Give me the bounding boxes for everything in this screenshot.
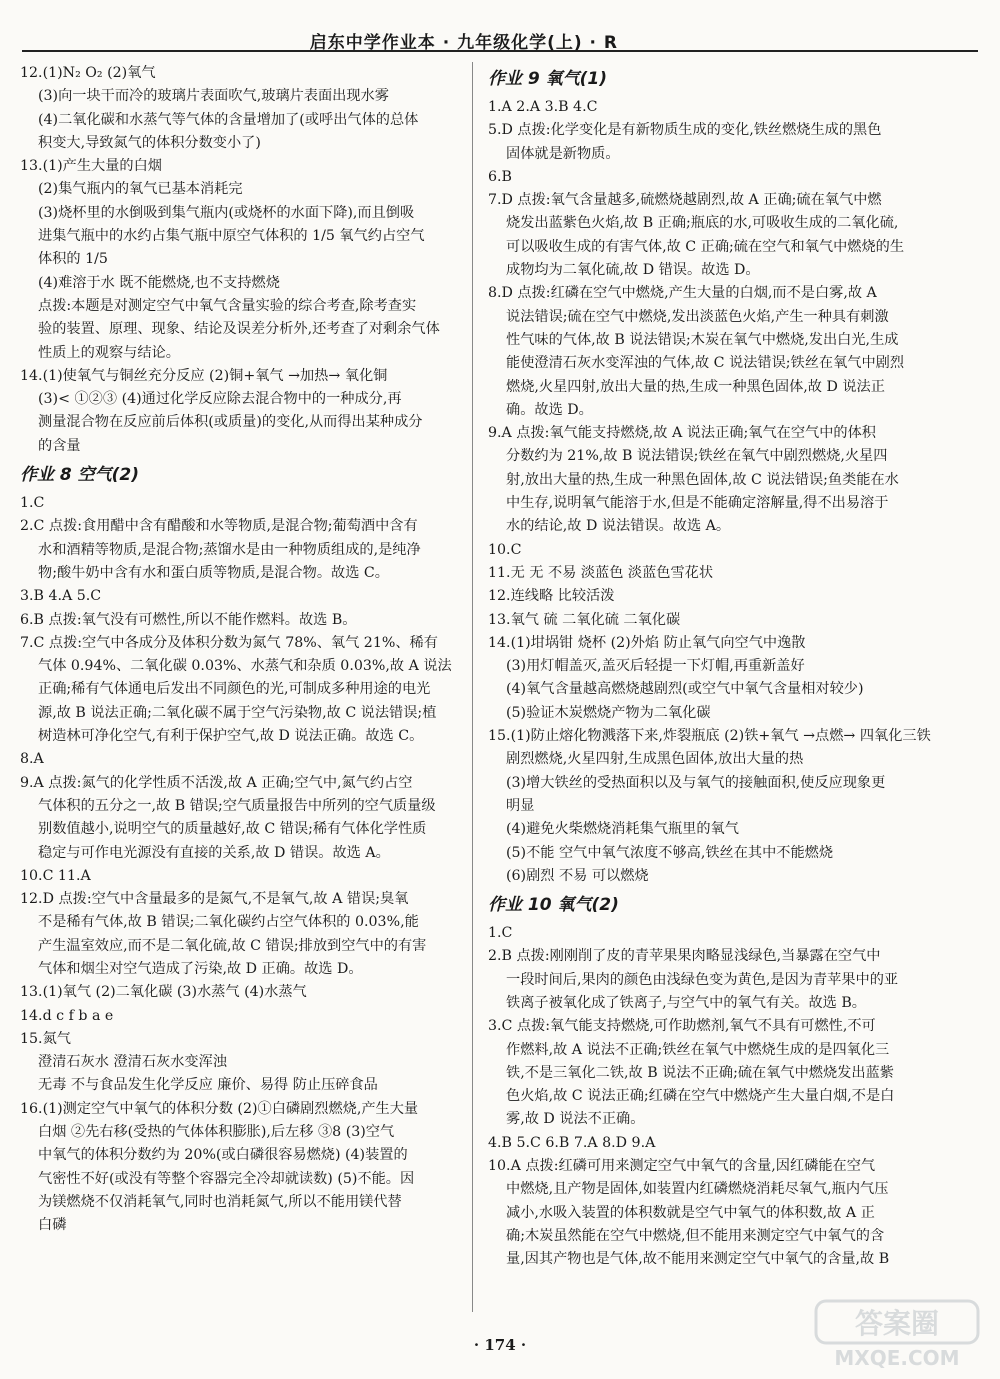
answer-line: 13.氧气 硫 二氧化硫 二氧化碳 [488,611,681,628]
answer-line: 产生温室效应,而不是二氧化硫,故 C 错误;排放到空气中的有害 [38,937,427,954]
answer-line: (6)剧烈 不易 可以燃烧 [506,867,649,884]
answer-line: 性气味的气体,故 B 说法错误;木炭在氧气中燃烧,发出白光,生成 [506,331,899,348]
answer-line: 1.C [488,925,513,942]
answer-line: 水和酒精等物质,是混合物;蒸馏水是由一种物质组成的,是纯净 [38,541,421,558]
page-number: · 174 · [473,1336,527,1354]
answer-line: 15.(1)防止熔化物溅落下来,炸裂瓶底 (2)铁+氧气 →点燃→ 四氧化三铁 [488,728,931,745]
answer-line: 水的结论,故 D 说法错误。故选 A。 [506,518,731,535]
answer-line: (3)向一块干而冷的玻璃片表面吹气,玻璃片表面出现水雾 [38,88,389,105]
answer-line: 10.C 11.A [20,867,91,884]
answer-line: (4)避免火柴燃烧消耗集气瓶里的氧气 [506,821,739,838]
answer-line: 13.(1)氧气 (2)二氧化碳 (3)水蒸气 (4)水蒸气 [20,984,307,1001]
answer-line: 白烟 ②先右移(受热的气体体积膨胀),后左移 ③8 (3)空气 [38,1124,395,1141]
answer-line: 12.连线略 比较活泼 [488,588,615,605]
answer-line: 分数约为 21%,故 B 说法错误;铁丝在氧气中剧烈燃烧,火星四 [506,448,888,465]
answer-line: 的含量 [38,437,81,454]
watermark-text: 答案圈 [854,1307,940,1340]
answer-line: 白磷 [38,1217,67,1234]
answer-line: 中燃烧,且产物是固体,如装置内红磷燃烧消耗尽氧气,瓶内气压 [506,1181,889,1198]
section-heading: 作业 10 氧气(2) [488,895,619,916]
answer-line: 8.D 点拨:红磷在空气中燃烧,产生大量的白烟,而不是白雾,故 A [488,285,877,302]
answer-line: 2.C 点拨:食用醋中含有醋酸和水等物质,是混合物;葡萄酒中含有 [20,518,418,535]
section-heading: 作业 8 空气(2) [20,465,140,486]
answer-line: 说法错误;硫在空气中燃烧,发出淡蓝色火焰,产生一种具有刺激 [506,308,889,325]
answer-line: 2.B 点拨:刚刚削了皮的青苹果果肉略显浅绿色,当暴露在空气中 [488,948,881,965]
watermark-logo [812,1297,982,1371]
answer-line: 5.D 点拨:化学变化是有新物质生成的变化,铁丝燃烧生成的黑色 [488,122,882,139]
header-title: 启东中学作业本 · 九年级化学(上) · R [309,33,618,53]
answer-line: (4)难溶于水 既不能燃烧,也不支持燃烧 [38,274,280,291]
answer-line: 铁,不是三氧化二铁,故 B 说法不正确;硫在氧气中燃烧发出蓝紫 [506,1064,894,1081]
answer-line: 一段时间后,果肉的颜色由浅绿色变为黄色,是因为青苹果中的亚 [506,971,899,988]
answer-line: 剧烈燃烧,火星四射,生成黑色固体,放出大量的热 [506,751,804,768]
page-header [22,28,978,52]
answer-line: 源,故 B 说法正确;二氧化碳不属于空气污染物,故 C 说法错误;植 [38,704,437,721]
answer-line: 验的装置、原理、现象、结论及误差分析外,还考查了对剩余气体 [38,321,440,338]
answer-line: 雾,故 D 说法不正确。 [506,1111,645,1128]
answer-line: 积变大,导致氮气的体积分数变小了) [38,134,261,151]
answer-line: 为镁燃烧不仅消耗氧气,同时也消耗氮气,所以不能用镁代替 [38,1193,402,1210]
answer-line: 气体和烟尘对空气造成了污染,故 D 正确。故选 D。 [38,960,363,977]
answer-line: (2)集气瓶内的氧气已基本消耗完 [38,181,243,198]
answer-line: (5)验证木炭燃烧产物为二氧化碳 [506,704,711,721]
answer-line: 14.(1)坩埚钳 烧杯 (2)外焰 防止氧气向空气中逸散 [488,634,806,651]
answer-line: 6.B 点拨:氧气没有可燃性,所以不能作燃料。故选 B。 [20,611,357,628]
answer-line: 7.D 点拨:氧气含量越多,硫燃烧越剧烈,故 A 正确;硫在氧气中燃 [488,192,882,209]
answer-line: 3.C 点拨:氧气能支持燃烧,可作助燃剂,氧气不具有可燃性,不可 [488,1018,876,1035]
answer-line: 色火焰,故 C 说法正确;红磷在空气中燃烧产生大量白烟,不是白 [506,1088,895,1105]
answer-line: 14.d c f b a e [20,1007,114,1024]
answer-line: 减小,水吸入装置的体积数就是空气中氧气的体积数,故 A 正 [506,1204,875,1221]
answer-line: 能使澄清石灰水变浑浊的气体,故 C 说法错误;铁丝在氧气中剧烈 [506,355,905,372]
answer-line: (3)增大铁丝的受热面积以及与氧气的接触面积,使反应现象更 [506,774,886,791]
answer-line: 9.A 点拨:氮气的化学性质不活泼,故 A 正确;空气中,氮气约占空 [20,774,413,791]
answer-line: 10.A 点拨:红磷可用来测定空气中氧气的含量,因红磷能在空气 [488,1158,876,1175]
answer-line: 7.C 点拨:空气中各成分及体积分数为氮气 78%、氧气 21%、稀有 [20,634,438,651]
answer-line: (3)烧杯里的水倒吸到集气瓶内(或烧杯的水面下降),而且倒吸 [38,204,415,221]
answer-line: 气体积的五分之一,故 B 错误;空气质量报告中所列的空气质量级 [38,797,436,814]
answer-line: 气体 0.94%、二氧化碳 0.03%、水蒸气和杂质 0.03%,故 A 说法 [38,658,452,675]
answer-line: 11.无 无 不易 淡蓝色 淡蓝色雪花状 [488,564,714,581]
answer-line: 作燃料,故 A 说法不正确;铁丝在氧气中燃烧生成的是四氧化三 [506,1041,890,1058]
answer-line: 10.C [488,541,522,558]
left-column [20,62,478,1238]
answer-line: 8.A [20,751,44,768]
answer-line: 9.A 点拨:氧气能支持燃烧,故 A 说法正确;氧气在空气中的体积 [488,425,876,442]
answer-line: 12.D 点拨:空气中含量最多的是氮气,不是氧气,故 A 错误;臭氧 [20,891,409,908]
answer-line: 确。故选 D。 [506,401,593,418]
answer-line: 测量混合物在反应前后体积(或质量)的变化,从而得出某种成分 [38,414,423,431]
answer-line: 无毒 不与食品发生化学反应 廉价、易得 防止压碎食品 [38,1077,378,1094]
answer-line: 明显 [506,797,535,814]
answer-line: (4)氧气含量越高燃烧越剧烈(或空气中氧气含量相对较少) [506,681,864,698]
answer-line: 别数值越小,说明空气的质量越好,故 C 错误;稀有气体化学性质 [38,821,427,838]
column-divider [472,62,473,1312]
answer-line: 点拨:本题是对测定空气中氧气含量实验的综合考查,除考查实 [38,297,417,314]
answer-line: (5)不能 空气中氧气浓度不够高,铁丝在其中不能燃烧 [506,844,834,861]
answer-line: 4.B 5.C 6.B 7.A 8.D 9.A [488,1134,656,1151]
answer-line: 固体就是新物质。 [506,145,620,162]
answer-line: 气密性不好(或没有等整个容器完全冷却就读数) (5)不能。因 [38,1170,415,1187]
answer-line: 12.(1)N₂ O₂ (2)氧气 [20,65,156,81]
answer-line: 铁离子被氧化成了铁离子,与空气中的氧气有关。故选 B。 [506,994,866,1011]
answer-line: 体积的 1/5 [38,251,108,268]
section-heading: 作业 9 氧气(1) [488,69,608,89]
answer-line: 6.B [488,168,512,185]
answer-line: 量,因其产物也是气体,故不能用来测定空气中氧气的含量,故 B [506,1251,890,1268]
answer-line: (4)二氧化碳和水蒸气等气体的含量增加了(或呼出气体的总体 [38,111,419,128]
answer-line: (3)用灯帽盖灭,盖灭后轻提一下灯帽,再重新盖好 [506,658,805,675]
answer-line: 正确;稀有气体通电后发出不同颜色的光,可制成多种用途的电光 [38,681,431,698]
answer-line: 3.B 4.A 5.C [20,588,102,605]
answer-line: 1.A 2.A 3.B 4.C [488,99,598,115]
answer-line: 中生存,说明氧气能溶于水,但是不能确定溶解量,得不出易溶于 [506,495,889,512]
answer-line: 性质上的观察与结论。 [38,344,180,361]
answer-line: (3)< ①②③ (4)通过化学反应除去混合物中的一种成分,再 [38,391,402,408]
answer-line: 树造林可净化空气,有利于保护空气,故 D 说法正确。故选 C。 [38,728,424,745]
answer-line: 燃烧,火星四射,放出大量的热,生成一种黑色固体,故 D 说法正 [506,378,885,395]
answer-line: 可以吸收生成的有害气体,故 C 正确;硫在空气和氧气中燃烧的生 [506,238,905,255]
answer-line: 物;酸牛奶中含有水和蛋白质等物质,是混合物。故选 C。 [38,564,389,581]
answer-line: 烧发出蓝紫色火焰,故 B 正确;瓶底的水,可吸收生成的二氧化硫, [506,215,899,232]
answer-line: 澄清石灰水 澄清石灰水变浑浊 [38,1054,227,1071]
answer-line: 稳定与可作电光源没有直接的关系,故 D 错误。故选 A。 [38,844,390,861]
answer-line: 不是稀有气体,故 B 错误;二氧化碳约占空气体积的 0.03%,能 [38,914,419,931]
answer-line: 成物均为二氧化硫,故 D 错误。故选 D。 [506,262,760,279]
answer-line: 进集气瓶中的水约占集气瓶中原空气体积的 1/5 氧气约占空气 [38,228,425,245]
watermark-domain: MXQE.COM [834,1346,960,1370]
right-column [488,62,946,1272]
answer-line: 16.(1)测定空气中氧气的体积分数 (2)①白磷剧烈燃烧,产生大量 [20,1100,419,1117]
answer-line: 中氧气的体积分数约为 20%(或白磷很容易燃烧) (4)装置的 [38,1147,408,1164]
answer-line: 13.(1)产生大量的白烟 [20,158,162,175]
answer-line: 确;木炭虽然能在空气中燃烧,但不能用来测定空气中氧气的含 [506,1227,885,1244]
answer-line: 15.氮气 [20,1030,71,1047]
answer-line: 1.C [20,495,45,512]
answer-line: 14.(1)使氧气与铜丝充分反应 (2)铜+氧气 →加热→ 氧化铜 [20,367,388,384]
answer-line: 射,放出大量的热,生成一种黑色固体,故 C 说法错误;鱼类能在水 [506,471,899,488]
